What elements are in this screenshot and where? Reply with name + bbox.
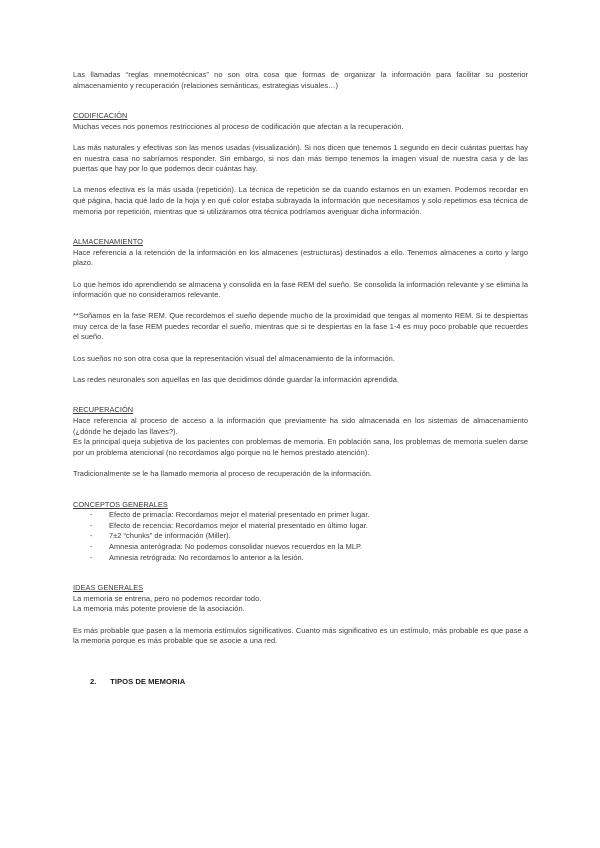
almacenamiento-p3: **Soñamos en la fase REM. Que recordemos el sueño depende mucho de la proximidad que tengas al momento REM. Si te despiertas muy cerca de la fase REM puedes recordar el sueño, mientras que si te despiertas en la fase 1-4 es muy poco probable que recuerdes el sueño. [73,311,528,342]
almacenamiento-p1: Hace referencia a la retención de la información en los almacenes (estructuras) destinados a ello. Tenemos almacenes a corto y largo plazo. [73,247,528,268]
list-item: - Amnesia anterógrada: No podemos consolidar nuevos recuerdos en la MLP. [90,541,363,551]
almacenamiento-p4: Los sueños no son otra cosa que la representación visual del almacenamiento de la información. [73,353,395,363]
list-item: - Amnesia retrógrada: No recordamos lo anterior a la lesión. [90,552,304,562]
document-page [73,70,528,688]
recuperacion-p2: Es la principal queja subjetiva de los pacientes con problemas de memoria. En población sana, los problemas de memoria suelen darse por un problema atencional (no recordamos algo porque no le hemos prestado atención). [73,437,528,457]
heading-codificacion: CODIFICACIÓN [73,111,128,121]
section-title-tipos [73,677,528,688]
ideas-p1: Es más probable que pasen a la memoria estímulos significativos. Cuanto más significativo es un estímulo, más probable es que pase a la memoria porque es más probable que se asocie a una red. [73,625,528,646]
codificacion-p3: La menos efectiva es la más usada (repetición). La técnica de repetición se da cuando estamos en un examen. Podemos recordar en qué página, hacia qué lado de la hoja y en qué color estaba subrayada la información que necesitamos y solo repetimos esa técnica de memoria por repetición, mientras que si utilizáramos otra técnica podríamos averiguar dicha información. [73,185,528,216]
list-item: - 7±2 “chunks” de información (Miller). [90,531,231,541]
list-item: - Efecto de primacía: Recordamos mejor el material presentado en primer lugar. [90,510,370,520]
codificacion-p1: Muchas veces nos ponemos restricciones al proceso de codificación que afectan a la recuperación. [73,121,404,131]
heading-recuperacion: RECUPERACIÓN [73,405,134,415]
recuperacion-p1: Hace referencia al proceso de acceso a la información que previamente ha sido almacenada en los sistemas de almacenamiento (¿dónde he dejado las llaves?). [73,416,528,436]
heading-almacenamiento: ALMACENAMIENTO [73,237,143,247]
intro-paragraph: Las llamadas “reglas mnemotécnicas” no son otra cosa que formas de organizar la información para facilitar su posterior almacenamiento y recuperación (relaciones semánticas, estrategias visuales…) [73,70,528,90]
heading-ideas: IDEAS GENERALES [73,583,144,593]
list-item: - Efecto de recencia: Recordamos mejor el material presentado en último lugar. [90,520,368,530]
codificacion-p2: Las más naturales y efectivas son las menos usadas (visualización). Si nos dicen que tenemos 1 segundo en decir cuántas puertas hay en nuestra casa no sabríamos responder. Sin embargo, si nos dan más tiempo tenemos la imagen visual de nuestra casa y de las puertas que hay por lo que podemos decir cuántas hay. [73,142,528,174]
section-number: 2. [90,677,97,687]
almacenamiento-p2: Lo que hemos ido aprendiendo se almacena y consolida en la fase REM del sueño. Se consolida la información relevante y se elimina la información que no consideramos relevante. [73,279,528,300]
almacenamiento-p5: Las redes neuronales son aquellas en las que decidimos dónde guardar la información aprendida. [73,374,399,384]
conceptos-list [73,510,528,563]
section-title-text: TIPOS DE MEMORIA [110,677,186,687]
recuperacion-p3: Tradicionalmente se le ha llamado memoria al proceso de recuperación de la información. [73,469,373,478]
ideas-line1: La memoria se entrena, pero no podemos recordar todo. [73,593,262,603]
heading-conceptos: CONCEPTOS GENERALES [73,499,168,509]
ideas-line2: La memoria más potente proviene de la asociación. [73,604,245,614]
